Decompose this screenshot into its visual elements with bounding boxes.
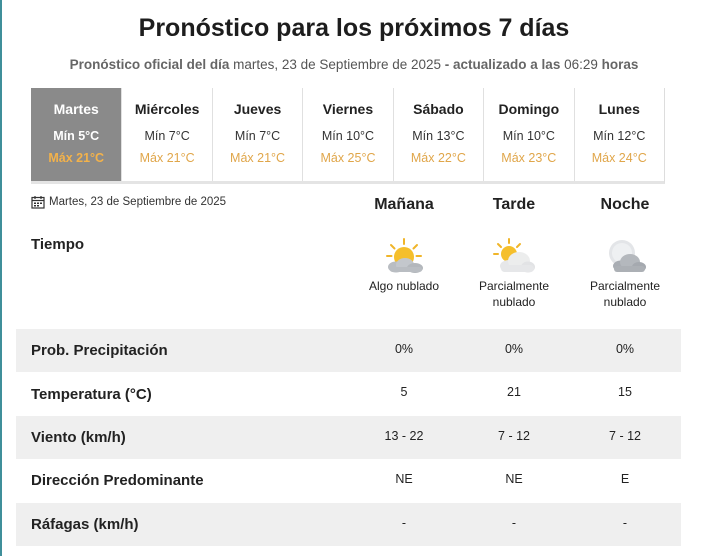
day-name: Lunes bbox=[598, 101, 640, 117]
table-row bbox=[16, 372, 681, 415]
day-min-temp: Mín 5°C bbox=[53, 129, 100, 143]
day-max-temp: Máx 21°C bbox=[230, 151, 286, 165]
forecast-table bbox=[16, 329, 681, 546]
row-value-manana: 13 - 22 bbox=[384, 428, 424, 443]
day-tab-martes[interactable] bbox=[31, 88, 121, 181]
table-row bbox=[16, 503, 681, 546]
day-tab-sabado[interactable] bbox=[393, 88, 483, 181]
tiempo-label: Tiempo bbox=[31, 236, 85, 253]
row-value-noche: - bbox=[622, 515, 628, 530]
day-tab-lunes[interactable] bbox=[574, 88, 664, 181]
subtitle-updated: - actualizado a las bbox=[444, 57, 561, 72]
day-name: Martes bbox=[53, 101, 99, 117]
night-cloud-icon bbox=[602, 236, 648, 276]
day-max-temp: Máx 25°C bbox=[320, 151, 376, 165]
day-name: Sábado bbox=[413, 101, 464, 117]
day-min-temp: Mín 13°C bbox=[412, 129, 465, 143]
row-value-noche: 15 bbox=[618, 385, 632, 400]
day-max-temp: Máx 23°C bbox=[501, 151, 557, 165]
day-name: Domingo bbox=[498, 101, 560, 117]
row-value-noche: 7 - 12 bbox=[609, 428, 641, 443]
day-min-temp: Mín 7°C bbox=[234, 129, 281, 143]
partly-cloudy-icon bbox=[491, 236, 537, 276]
row-value-manana: 5 bbox=[400, 385, 408, 400]
day-tab-domingo[interactable] bbox=[483, 88, 573, 181]
day-max-temp: Máx 24°C bbox=[591, 151, 647, 165]
row-value-tarde: 0% bbox=[504, 342, 524, 356]
row-value-noche: 0% bbox=[615, 342, 635, 356]
column-head-manana: Mañana bbox=[374, 196, 434, 213]
row-label: Viento (km/h) bbox=[31, 428, 126, 446]
row-label: Prob. Precipitación bbox=[31, 342, 168, 360]
day-tabs bbox=[31, 88, 665, 184]
day-max-temp: Máx 21°C bbox=[139, 151, 195, 165]
row-label: Ráfagas (km/h) bbox=[31, 515, 139, 533]
table-row bbox=[16, 329, 681, 372]
day-tab-miercoles[interactable] bbox=[121, 88, 211, 181]
weather-desc: Algo nublado bbox=[368, 279, 440, 293]
row-value-tarde: - bbox=[511, 515, 517, 530]
row-value-tarde: 21 bbox=[507, 385, 521, 400]
day-tab-viernes[interactable] bbox=[302, 88, 392, 181]
page-subtitle bbox=[0, 57, 708, 72]
weather-tarde bbox=[459, 236, 569, 310]
column-head-tarde: Tarde bbox=[492, 196, 536, 213]
weather-desc-line1: Parcialmente bbox=[589, 279, 661, 293]
left-accent-rule bbox=[0, 0, 2, 556]
day-name: Miércoles bbox=[134, 101, 200, 117]
subtitle-tail: horas bbox=[601, 57, 639, 72]
weather-manana bbox=[349, 236, 459, 294]
table-row bbox=[16, 459, 681, 502]
day-max-temp: Máx 21°C bbox=[48, 151, 105, 165]
weather-desc-line2: nublado bbox=[603, 295, 647, 309]
table-row bbox=[16, 416, 681, 459]
sun-cloud-icon bbox=[381, 236, 427, 276]
calendar-icon bbox=[31, 195, 45, 209]
row-label: Temperatura (°C) bbox=[31, 385, 152, 403]
weather-desc-line1: Parcialmente bbox=[478, 279, 550, 293]
day-min-temp: Mín 10°C bbox=[321, 129, 375, 143]
day-min-temp: Mín 7°C bbox=[144, 129, 190, 143]
row-label: Dirección Predominante bbox=[31, 472, 204, 490]
day-min-temp: Mín 10°C bbox=[502, 129, 555, 143]
column-head-noche: Noche bbox=[600, 196, 650, 213]
weather-desc bbox=[459, 278, 569, 310]
row-value-noche: E bbox=[620, 472, 630, 487]
day-tab-jueves[interactable] bbox=[212, 88, 302, 181]
weather-noche bbox=[570, 236, 680, 310]
day-max-temp: Máx 22°C bbox=[410, 151, 466, 165]
page-title: Pronóstico para los próximos 7 días bbox=[138, 14, 570, 42]
day-name: Viernes bbox=[322, 101, 374, 117]
selected-date-text: Martes, 23 de Septiembre de 2025 bbox=[49, 196, 227, 208]
weather-desc bbox=[570, 278, 680, 310]
subtitle-time: 06:29 bbox=[564, 57, 598, 72]
row-value-tarde: 7 - 12 bbox=[498, 428, 530, 443]
weather-desc-line2: nublado bbox=[492, 295, 536, 309]
row-value-manana: 0% bbox=[394, 342, 414, 356]
subtitle-lead: Pronóstico oficial del día bbox=[69, 57, 230, 72]
row-value-manana: NE bbox=[395, 472, 413, 487]
row-value-tarde: NE bbox=[505, 472, 523, 487]
selected-date bbox=[31, 195, 226, 209]
subtitle-date: martes, 23 de Septiembre de 2025 bbox=[233, 57, 442, 72]
day-min-temp: Mín 12°C bbox=[593, 129, 646, 143]
day-name: Jueves bbox=[233, 101, 282, 117]
row-value-manana: - bbox=[401, 515, 407, 530]
